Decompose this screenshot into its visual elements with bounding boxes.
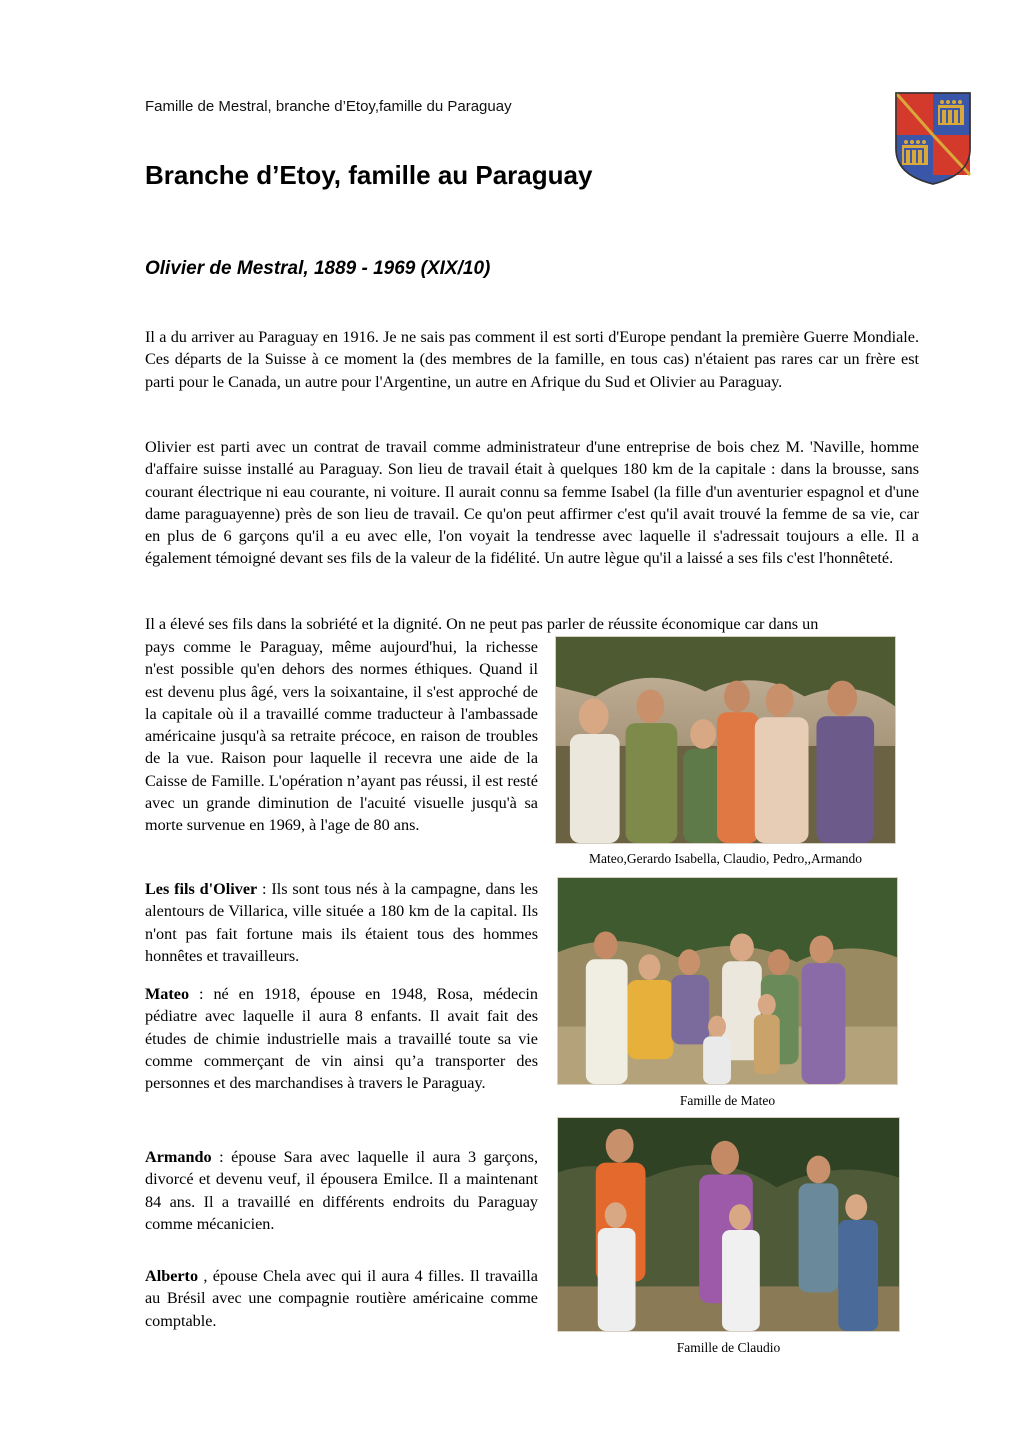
- page-title: Branche d’Etoy, famille au Paraguay: [145, 160, 593, 190]
- photo-group-brothers: [555, 636, 896, 844]
- paragraph-mateo: [145, 983, 538, 1094]
- mateo-text: : né en 1918, épouse en 1948, Rosa, médecin pédiatre avec laquelle il aura 8 enfants. Il avait fait des études de chimie industrielle mais a travaillé toute sa vie comme commerçant de vin ainsi qu’a transporter des personnes et des marchandises à travers le Paraguay.: [145, 985, 538, 1093]
- photo-caption-3: Famille de Claudio: [676, 1340, 781, 1355]
- armando-name: Armando: [145, 1148, 212, 1166]
- running-header: Famille de Mestral, branche d’Etoy,famille du Paraguay: [145, 98, 512, 115]
- paragraph-arrival: Il a du arriver au Paraguay en 1916. Je ne sais pas comment il est sorti d'Europe pendant la première Guerre Mondiale. Ces départs de la Suisse à ce moment la (des membres de la famille, en tous cas) n'étaient pas rares car un frère est parti pour le Canada, un autre pour l'Argentine, un autre en Afrique du Sud et Olivier au Paraguay.: [145, 328, 919, 391]
- paragraph-armando: [145, 1146, 538, 1235]
- photo-caption-2: Famille de Mateo: [679, 1093, 776, 1108]
- armando-text: : épouse Sara avec laquelle il aura 3 garçons, divorcé et devenu veuf, il épousera Emilce. Il a maintenant 84 ans. Il a travaillé en différents endroits du Paraguay comme mécanicien.: [145, 1148, 538, 1233]
- photo-famille-mateo: [557, 877, 898, 1085]
- paragraph-work: Olivier est parti avec un contrat de travail comme administrateur d'une entreprise de bois chez M. 'Naville, homme d'affaire suisse installé au Paraguay. Son lieu de travail était à quelques 180 km de la capitale : dans la brousse, sans courant électrique ni eau courante, ni voiture. Il aurait connu sa femme Isabel (la fille d'un aventurier espagnol et d'une dame paraguayenne) près de son lieu de travail. Ce qu'on peut affirmer c'est qu'il avait trouvé la femme de sa vie, car en plus de 6 garçons qu'il a eu avec elle, l'on voyait la tendresse avec laquelle il s'adressait toujours a elle. Il a également témoigné devant ses fils de la valeur de la fidélité. Un autre lègue qu'il a laissé a ses fils c'est l'honnêteté.: [145, 438, 919, 568]
- section-subtitle: Olivier de Mestral, 1889 - 1969 (XIX/10): [145, 258, 491, 279]
- alberto-name: Alberto: [145, 1267, 199, 1285]
- paragraph-sons: [145, 878, 538, 967]
- alberto-text: , épouse Chela avec qui il aura 4 filles. Il travailla au Brésil avec une compagnie routière américaine comme comptable.: [145, 1267, 538, 1330]
- photo-caption-1: Mateo,Gerardo Isabella, Claudio, Pedro,,Armando: [589, 851, 862, 866]
- photo-famille-claudio: [557, 1117, 900, 1332]
- paragraph-alberto: [145, 1265, 538, 1332]
- coat-of-arms-icon: [894, 91, 972, 186]
- paragraph-upbringing: pays comme le Paraguay, même aujourd'hui, la richesse n'est possible qu'en dehors des normes éthiques. Quand il est devenu plus âgé, vers la soixantaine, il s'est approché de la capitale où il a travaillé comme traducteur à l'ambassade américaine jusqu'à sa retraite précoce, en raison de troubles de la vue. Raison pour laquelle il recevra une aide de la Caisse de Famille. L'opération n’ayant pas réussi, il est resté avec un grande diminution de l'acuité visuelle jusqu'à sa morte survenue en 1969, à l'age de 80 ans.: [145, 638, 538, 835]
- sons-text: : Ils sont tous nés à la campagne, dans les alentours de Villarica, ville située a 180 km de la capital. Ils n'ont pas fait fortune mais ils étaient tous des hommes honnêtes et travailleurs.: [145, 880, 538, 965]
- sons-heading: Les fils d'Oliver: [145, 880, 258, 898]
- paragraph-upbringing-first-line: Il a élevé ses fils dans la sobriété et la dignité. On ne peut pas parler de réussite économique car dans un: [145, 615, 819, 633]
- mateo-name: Mateo: [145, 985, 190, 1003]
